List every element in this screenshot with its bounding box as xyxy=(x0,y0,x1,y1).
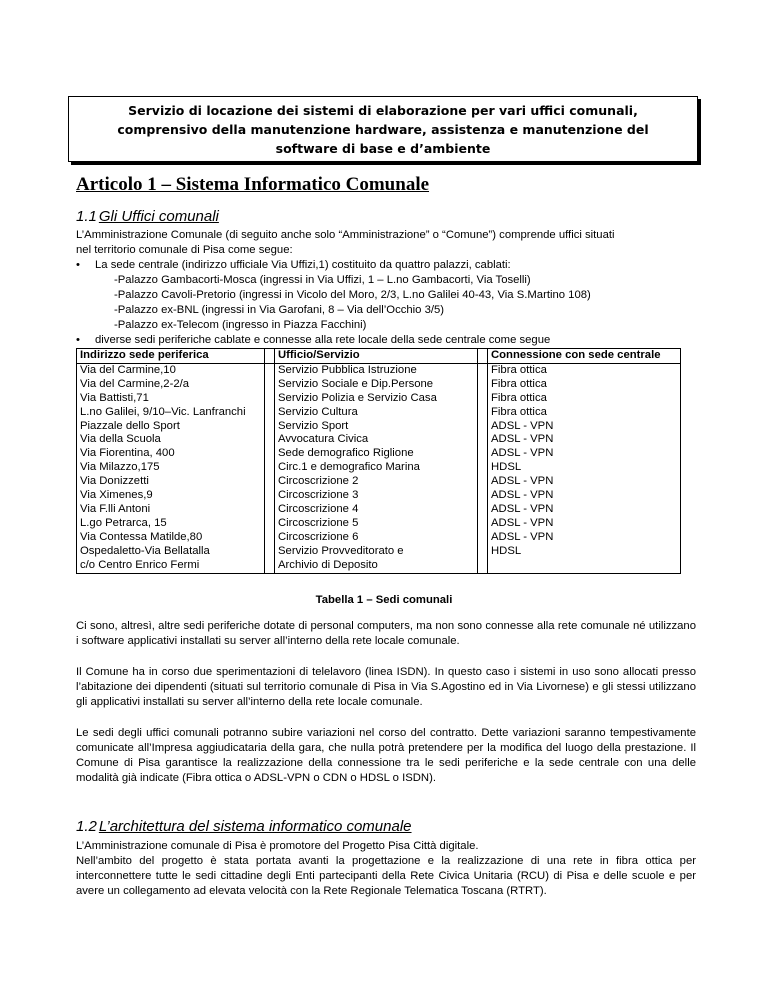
table-header-row xyxy=(77,349,681,364)
ufficio-value: Circ.1 e demografico Marina xyxy=(278,461,420,474)
ufficio-value: Circoscrizione 4 xyxy=(278,502,359,515)
connessione-value: ADSL - VPN xyxy=(491,419,554,432)
bullet-text: La sede centrale (indirizzo ufficiale Via Uffizi,1) costituito da quattro palazzi, cablati: xyxy=(95,259,511,271)
indirizzo-value: Piazzale dello Sport xyxy=(80,419,180,432)
connessione-value: ADSL - VPN xyxy=(491,502,554,515)
column-gap xyxy=(478,363,488,573)
title-line-2: comprensivo della manutenzione hardware, assistenza e manutenzione del xyxy=(117,121,649,137)
ufficio-value: Servizio Provveditorato e xyxy=(278,544,404,557)
connessione-value: ADSL - VPN xyxy=(491,489,554,502)
column-gap xyxy=(478,349,488,364)
ufficio-value: Circoscrizione 6 xyxy=(278,530,359,543)
sedi-table xyxy=(76,348,681,574)
bullet-item xyxy=(76,258,696,333)
ufficio-cell xyxy=(275,363,478,573)
title-box xyxy=(68,96,698,162)
ufficio-value: Avvocatura Civica xyxy=(278,433,369,446)
indirizzo-value: Via Contessa Matilde,80 xyxy=(80,530,203,543)
header-connessione: Connessione con sede centrale xyxy=(488,349,681,364)
bullet-icon: • xyxy=(76,259,80,271)
section-title: L’architettura del sistema informatico comunale xyxy=(98,818,412,835)
connessione-value: ADSL - VPN xyxy=(491,433,554,446)
section-number: 1.2 xyxy=(76,818,97,835)
bullet-text: diverse sedi periferiche cablate e connesse alla rete locale della sede centrale come segue xyxy=(95,334,551,346)
section-heading-1-2 xyxy=(76,818,412,835)
indirizzo-value: Ospedaletto-Via Bellatalla xyxy=(80,544,210,557)
connessione-value: Fibra ottica xyxy=(491,377,547,390)
sub-item: -Palazzo Gambacorti-Mosca (ingressi in Via Uffizi, 1 – L.no Gambacorti, Via Toselli) xyxy=(114,274,531,286)
indirizzo-value: Via Battisti,71 xyxy=(80,391,149,404)
sub-item: -Palazzo Cavoli-Pretorio (ingressi in Vicolo del Moro, 2/3, L.no Galilei 40-43, Via S.Martino 108) xyxy=(114,289,591,301)
connessione-value: Fibra ottica xyxy=(491,391,547,404)
indirizzo-value: Via Donizzetti xyxy=(80,475,149,488)
ufficio-value: Circoscrizione 2 xyxy=(278,475,359,488)
connessione-value: ADSL - VPN xyxy=(491,447,554,460)
ufficio-value: Circoscrizione 3 xyxy=(278,489,359,502)
indirizzo-value: Via Milazzo,175 xyxy=(80,461,160,474)
intro-line-2: nel territorio comunale di Pisa come segue: xyxy=(76,244,293,256)
header-indirizzo: Indirizzo sede periferica xyxy=(77,349,265,364)
connessione-value: ADSL - VPN xyxy=(491,530,554,543)
indirizzo-value: Via del Carmine,2-2/a xyxy=(80,377,190,390)
bullet-list xyxy=(76,258,696,348)
section-1-2-line: L’Amministrazione comunale di Pisa è promotore del Progetto Pisa Città digitale. xyxy=(76,840,479,852)
sub-item: -Palazzo ex-Telecom (ingresso in Piazza Facchini) xyxy=(114,319,367,331)
header-ufficio: Ufficio/Servizio xyxy=(275,349,478,364)
ufficio-value: Servizio Polizia e Servizio Casa xyxy=(278,391,437,404)
ufficio-value: Servizio Cultura xyxy=(278,405,358,418)
ufficio-value: Servizio Sociale e Dip.Persone xyxy=(278,377,434,390)
section-number: 1.1 xyxy=(76,208,97,225)
connessione-value: Fibra ottica xyxy=(491,405,547,418)
table-row xyxy=(77,363,681,573)
article-heading: Articolo 1 – Sistema Informatico Comunale xyxy=(76,174,430,195)
indirizzo-cell xyxy=(77,363,265,573)
paragraph: Ci sono, altresì, altre sedi periferiche dotate di personal computers, ma non sono connesse alla rete comunale né utilizzano i software applicativi installati su server all’interno della rete locale comunale. xyxy=(76,620,696,647)
indirizzo-value: c/o Centro Enrico Fermi xyxy=(80,558,200,571)
section-title: Gli Uffici comunali xyxy=(98,208,219,225)
paragraph: Il Comune ha in corso due sperimentazioni di telelavoro (linea ISDN). In questo caso i sistemi in uso sono allocati presso l’abitazione dei dipendenti (situati sul territorio comunale di Pisa in Via S.Agostino ed in Via Livornese) e gli stessi utilizzano gli applicativi installati su server all’interno della rete locale comunale. xyxy=(76,666,696,708)
sub-item: -Palazzo ex-BNL (ingressi in Via Garofani, 8 – Via dell’Occhio 3/5) xyxy=(114,304,445,316)
ufficio-value: Servizio Sport xyxy=(278,419,349,432)
table-caption: Tabella 1 – Sedi comunali xyxy=(315,594,453,606)
indirizzo-value: Via Ximenes,9 xyxy=(80,489,153,502)
indirizzo-value: Via della Scuola xyxy=(80,433,161,446)
ufficio-value: Archivio di Deposito xyxy=(278,558,378,571)
bullet-item xyxy=(76,333,696,348)
connessione-value: HDSL xyxy=(491,461,522,474)
column-gap xyxy=(265,349,275,364)
ufficio-value: Servizio Pubblica Istruzione xyxy=(278,363,417,376)
indirizzo-value: Via Fiorentina, 400 xyxy=(80,447,175,460)
column-gap xyxy=(265,363,275,573)
connessione-value: ADSL - VPN xyxy=(491,516,554,529)
paragraph: Le sedi degli uffici comunali potranno subire variazioni nel corso del contratto. Dette variazioni saranno tempestivamente comunicate all’Impresa aggiudicataria della gara, che nulla potrà pretendere per la modifica del luogo della prestazione. Il Comune di Pisa garantisce la realizzazione della connessione tra le sedi periferiche e la sede centrale con una delle modalità già indicate (Fibra ottica o ADSL-VPN o CDN o HDSL o ISDN). xyxy=(76,727,696,784)
connessione-cell xyxy=(488,363,681,573)
section-1-2-paragraph: Nell’ambito del progetto è stata portata avanti la progettazione e la realizzazione di una rete in fibra ottica per interconnettere tutte le sedi cittadine degli Enti partecipanti della Rete Civica Unitaria (RCU) di Pisa e delle scuole e per avere un collegamento ad elevata velocità con la Rete Regionale Telematica Toscana (RTRT). xyxy=(76,855,696,897)
indirizzo-value: L.no Galilei, 9/10–Vic. Lanfranchi xyxy=(80,405,246,418)
indirizzo-value: Via F.lli Antoni xyxy=(80,502,151,515)
ufficio-value: Sede demografico Riglione xyxy=(278,447,414,460)
section-heading-1-1 xyxy=(76,208,219,225)
intro-line-1: L’Amministrazione Comunale (di seguito anche solo “Amministrazione” o “Comune”) comprende uffici situati xyxy=(76,229,615,241)
intro-paragraph xyxy=(76,228,696,258)
connessione-value: HDSL xyxy=(491,544,522,557)
indirizzo-value: L.go Petrarca, 15 xyxy=(80,516,167,529)
indirizzo-value: Via del Carmine,10 xyxy=(80,363,176,376)
title-line-3: software di base e d’ambiente xyxy=(275,140,491,156)
connessione-value: Fibra ottica xyxy=(491,363,547,376)
ufficio-value: Circoscrizione 5 xyxy=(278,516,359,529)
bullet-icon: • xyxy=(76,334,80,346)
title-line-1: Servizio di locazione dei sistemi di elaborazione per vari uffici comunali, xyxy=(128,102,638,118)
connessione-value: ADSL - VPN xyxy=(491,475,554,488)
